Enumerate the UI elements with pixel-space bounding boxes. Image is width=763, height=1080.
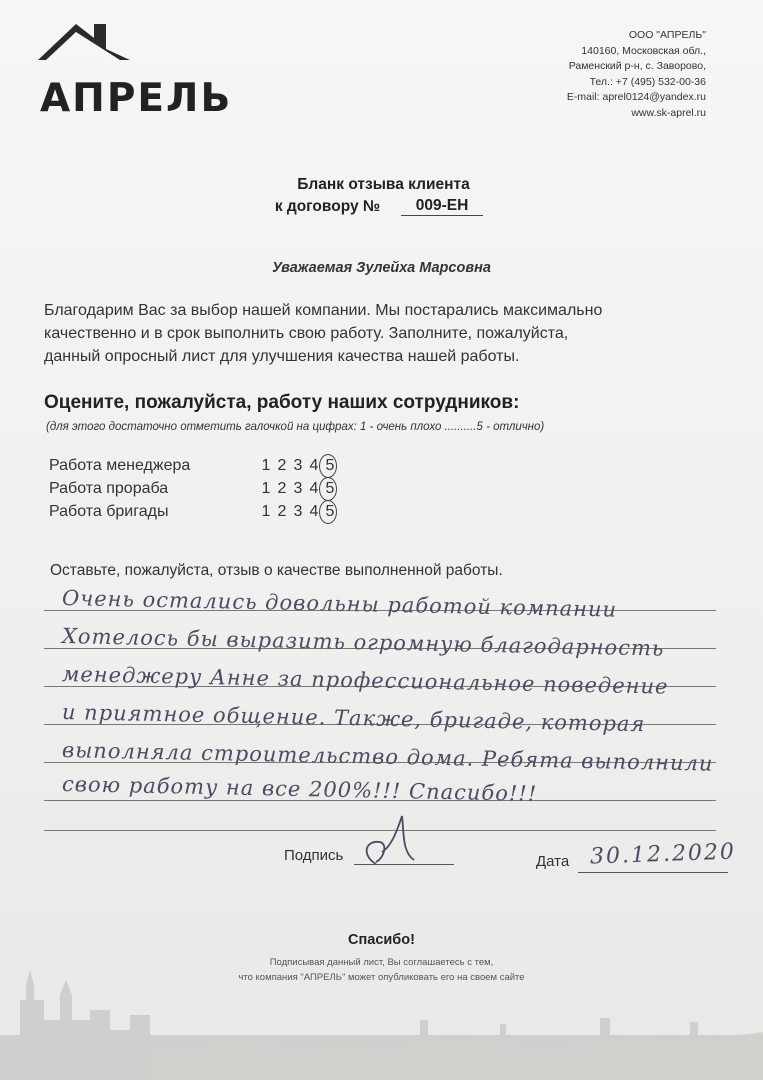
rating-option[interactable]: 5 [325, 480, 335, 497]
handwritten-line: выполняла строительство дома. Ребята выполнили [61, 738, 714, 776]
handwritten-line: свою работу на все 200%!!! Спасибо!!! [61, 772, 538, 806]
rating-option[interactable]: 2 [277, 503, 287, 520]
rating-scale [258, 480, 338, 498]
rating-option[interactable]: 4 [309, 503, 319, 520]
company-website: www.sk-aprel.ru [631, 106, 706, 119]
rating-option[interactable]: 3 [293, 480, 303, 497]
rating-heading: Оцените, пожалуйста, работу наших сотрудников: [44, 392, 520, 413]
rating-label: Работа менеджера [49, 457, 191, 474]
rating-option[interactable]: 1 [261, 503, 271, 520]
logo-wordmark: АПРЕЛЬ [40, 76, 233, 121]
company-name: ООО "АПРЕЛЬ" [628, 29, 706, 41]
company-logo [38, 18, 248, 121]
rating-option[interactable]: 5 [325, 503, 335, 520]
rating-label: Работа прораба [49, 480, 169, 497]
rating-option[interactable]: 4 [309, 457, 319, 474]
house-roof-icon [38, 18, 148, 68]
rating-option[interactable]: 3 [293, 457, 303, 474]
signature-label: Подпись [284, 847, 344, 864]
intro-line: Благодарим Вас за выбор нашей компании. Мы постарались максимально [44, 302, 603, 319]
company-address-line: 140160, Московская обл., [581, 44, 706, 57]
rating-option[interactable]: 1 [261, 457, 271, 474]
company-contacts [506, 28, 706, 121]
consent-note [0, 955, 763, 985]
consent-line: Подписывая данный лист, Вы соглашаетесь с тем, [269, 957, 494, 968]
handwritten-line: Хотелось бы выразить огромную благодарность [61, 624, 665, 661]
rating-option[interactable]: 3 [293, 503, 303, 520]
rating-option[interactable]: 4 [309, 480, 319, 497]
intro-text [44, 299, 724, 368]
rating-option[interactable]: 1 [261, 480, 271, 497]
date-line[interactable] [578, 872, 728, 873]
form-title: Бланк отзыва клиента [297, 176, 470, 193]
handwritten-signature [358, 812, 428, 872]
thanks-text: Спасибо! [348, 932, 415, 948]
rating-scale [258, 503, 338, 521]
intro-line: качественно и в срок выполнить свою работу. Заполните, пожалуйста, [44, 325, 569, 342]
rating-option[interactable]: 5 [325, 457, 335, 474]
selected-circle-mark [319, 477, 337, 501]
handwritten-line: и приятное общение. Также, бригаде, которая [61, 700, 646, 737]
selected-circle-mark [319, 500, 337, 524]
rating-row-crew [49, 503, 389, 526]
company-phone: Тел.: +7 (495) 532-00-36 [589, 75, 706, 88]
rating-hint: (для этого достаточно отметить галочкой на цифрах: 1 - очень плохо ..........5 - отлично) [46, 421, 545, 433]
selected-circle-mark [319, 454, 337, 478]
rating-option[interactable]: 2 [277, 480, 287, 497]
rating-scale [258, 457, 338, 475]
ratings-block [49, 457, 389, 526]
handwritten-line: Очень остались довольны работой компании [61, 586, 618, 622]
rating-label: Работа бригады [49, 503, 169, 520]
company-address-line: Раменский р-н, с. Заворово, [568, 60, 706, 72]
rating-option[interactable]: 2 [277, 457, 287, 474]
greeting: Уважаемая Зулейха Марсовна [272, 260, 491, 276]
date-value: 30.12.2020 [589, 839, 737, 870]
intro-line: данный опросный лист для улучшения качества нашей работы. [44, 348, 520, 365]
feedback-label: Оставьте, пожалуйста, отзыв о качестве выполненной работы. [50, 562, 503, 579]
handwritten-line: менеджеру Анне за профессиональное поведение [61, 662, 669, 699]
date-label: Дата [536, 853, 570, 870]
contract-number: 009-ЕН [401, 197, 483, 216]
consent-line: что компания "АПРЕЛЬ" может опубликовать его на своем сайте [238, 972, 525, 983]
contract-label: к договору № [274, 198, 381, 215]
rating-row-foreman [49, 480, 389, 503]
company-email: E-mail: aprel0124@yandex.ru [566, 91, 706, 103]
rating-row-manager [49, 457, 389, 480]
